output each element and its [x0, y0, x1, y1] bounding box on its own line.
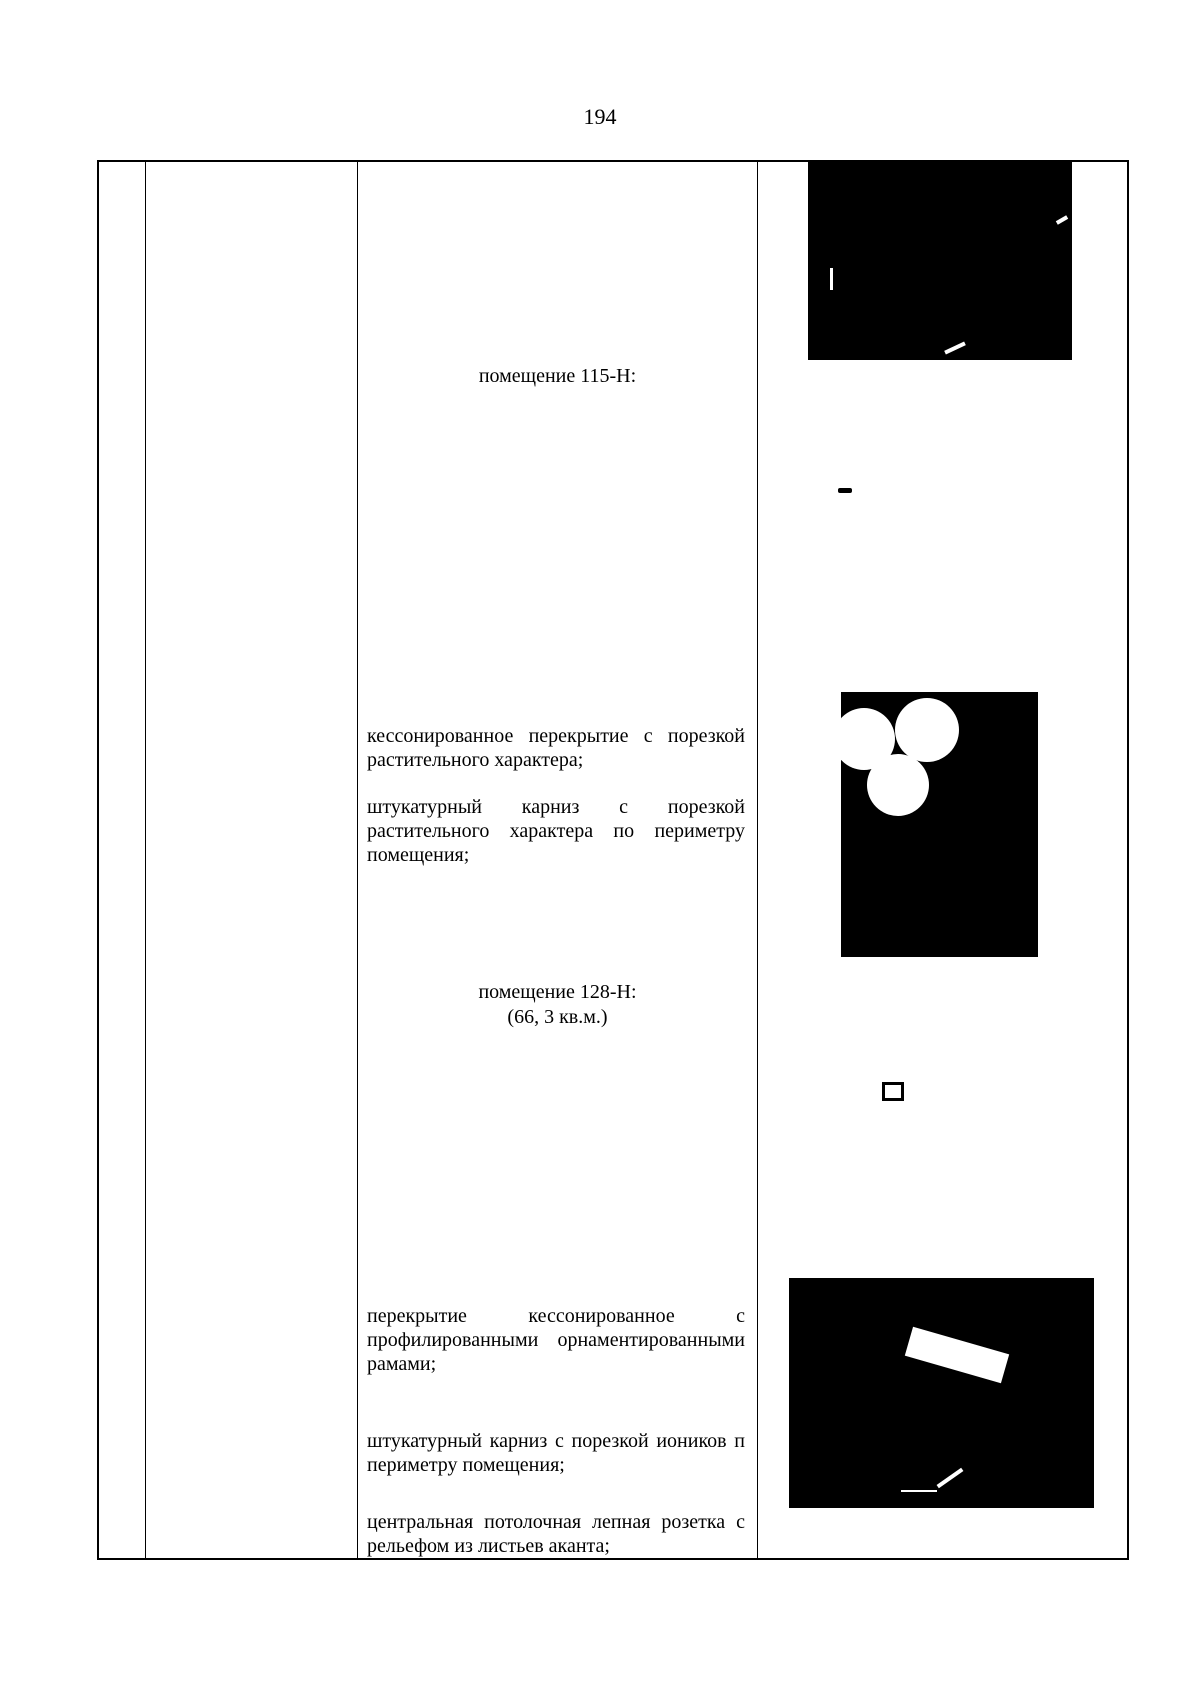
- item-coffered-ceiling: кессонированное перекрытие с порезкой растительного характера;: [367, 725, 745, 771]
- page-number: 194: [583, 104, 617, 129]
- item-plaster-cornice-floral: штукатурный карниз с порезкой растительного характера по периметру помещения;: [367, 796, 745, 866]
- small-mark-icon: [838, 488, 852, 493]
- photo-coffered-ceiling-detail: [841, 692, 1038, 957]
- column-divider-3: [757, 162, 758, 1558]
- checkbox-square-icon: [882, 1082, 904, 1101]
- document-table: [97, 160, 1129, 1560]
- column-divider-1: [145, 162, 146, 1558]
- photo-room-128-ceiling: [789, 1278, 1094, 1508]
- room-115-heading: помещение 115-Н:: [478, 365, 637, 387]
- item-plaster-cornice-ionic: штукатурный карниз с порезкой иоников п периметру помещения;: [367, 1430, 745, 1476]
- photo-room-115-ceiling: [808, 160, 1072, 360]
- room-128-heading: помещение 128-Н:: [478, 981, 637, 1003]
- item-coffered-ceiling-frames: перекрытие кессонированное с профилированными орнаментированными рамами;: [367, 1305, 745, 1375]
- item-ceiling-rosette: центральная потолочная лепная розетка с рельефом из листьев аканта;: [367, 1511, 745, 1557]
- room-128-area: (66, 3 кв.м.): [507, 1006, 608, 1028]
